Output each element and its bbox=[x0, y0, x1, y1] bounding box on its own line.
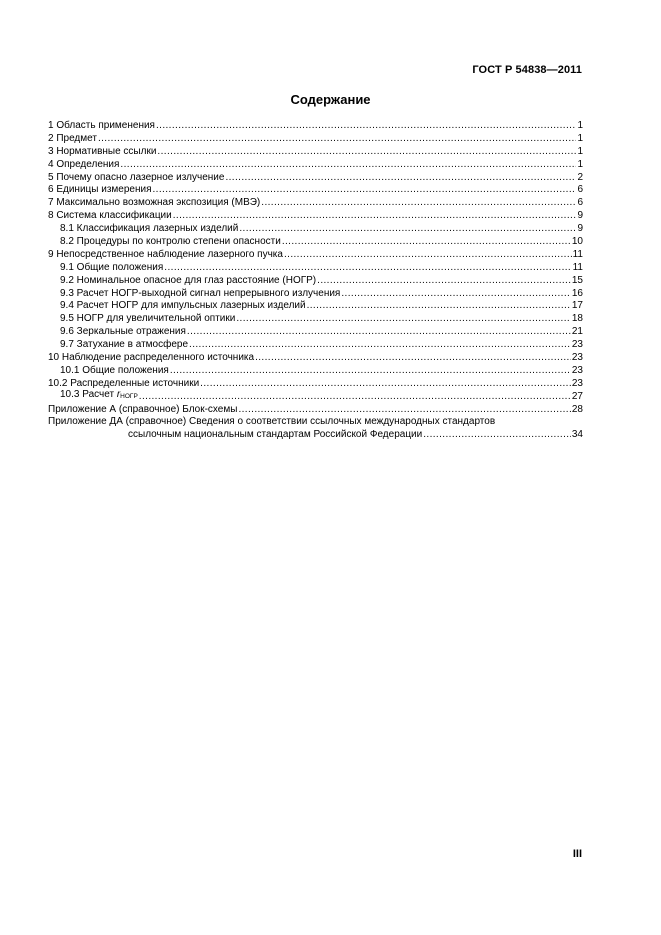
dot-leader bbox=[307, 300, 571, 313]
toc-entry-label: 9.3 Расчет НОГР-выходной сигнал непрерывного излучения bbox=[60, 287, 341, 299]
toc-page-number: 6 bbox=[577, 184, 583, 196]
toc-page-number: 17 bbox=[571, 300, 583, 312]
toc-entry-6[interactable] bbox=[48, 184, 583, 197]
toc-page-number: 1 bbox=[577, 132, 583, 144]
dot-leader bbox=[261, 197, 576, 210]
toc-entry-label: 6 Единицы измерения bbox=[48, 184, 152, 196]
toc-page-number: 2 bbox=[577, 171, 583, 183]
toc-entry-9-4[interactable] bbox=[48, 300, 583, 313]
dot-leader bbox=[236, 313, 571, 326]
document-code: ГОСТ Р 54838—2011 bbox=[472, 64, 582, 76]
toc-page-number: 34 bbox=[571, 429, 583, 441]
toc-entry-5[interactable] bbox=[48, 172, 583, 185]
dot-leader bbox=[173, 210, 577, 223]
toc-entry-label: 8.2 Процедуры по контролю степени опасности bbox=[60, 236, 281, 247]
dot-leader bbox=[156, 120, 576, 133]
toc-page-number: 23 bbox=[571, 377, 583, 389]
toc-entry-label: 2 Предмет bbox=[48, 132, 97, 144]
toc-entry-label: 1 Область применения bbox=[48, 119, 155, 131]
toc-page-number: 1 bbox=[577, 158, 583, 170]
toc-page-number: 18 bbox=[571, 313, 583, 325]
toc-entry-label: 3 Нормативные ссылки bbox=[48, 145, 157, 157]
toc-page-number: 27 bbox=[571, 390, 583, 402]
dot-leader bbox=[187, 326, 571, 339]
toc-entry-label: 7 Максимально возможная экспозиция (МВЭ) bbox=[48, 197, 261, 209]
dot-leader bbox=[139, 391, 571, 404]
toc-page-number: 23 bbox=[571, 364, 583, 376]
toc-entry-9-1[interactable] bbox=[48, 262, 583, 275]
variable-r: r bbox=[116, 388, 121, 400]
toc-entry-label: 10.3 Расчет $r_{НОГР}$ bbox=[60, 388, 138, 400]
dot-leader bbox=[239, 223, 576, 236]
page-number: III bbox=[572, 848, 582, 860]
toc-entry-8-2[interactable] bbox=[48, 236, 583, 249]
toc-page-number: 23 bbox=[571, 339, 583, 351]
toc-entry-9-6[interactable] bbox=[48, 326, 583, 339]
toc-entry-9-3[interactable] bbox=[48, 288, 583, 301]
toc-entry-10-3[interactable] bbox=[48, 388, 583, 404]
page-title: Содержание bbox=[290, 92, 371, 107]
toc-entry-label: 9.2 Номинальное опасное для глаз расстояние (НОГР) bbox=[60, 274, 317, 286]
toc-page-number: 21 bbox=[571, 326, 583, 338]
toc-entry-10[interactable] bbox=[48, 352, 583, 365]
toc-entry-label: 8 Система классификации bbox=[48, 210, 172, 222]
toc-entry-label: 9.5 НОГР для увеличительной оптики bbox=[60, 313, 236, 325]
toc-entry-label: 10.1 Общие положения bbox=[60, 364, 169, 376]
toc-page-number: 1 bbox=[577, 145, 583, 157]
toc-entry-9-2[interactable] bbox=[48, 275, 583, 288]
table-of-contents bbox=[48, 120, 583, 442]
toc-entry-label: Приложение А (справочное) Блок-схемы bbox=[48, 403, 238, 415]
dot-leader bbox=[200, 378, 571, 391]
toc-entry-10-1[interactable] bbox=[48, 365, 583, 378]
toc-entry-8-1[interactable] bbox=[48, 223, 583, 236]
toc-entry-appendix-da[interactable] bbox=[48, 416, 583, 442]
dot-leader bbox=[225, 172, 576, 185]
dot-leader bbox=[341, 288, 571, 301]
toc-page-number: 6 bbox=[577, 197, 583, 209]
dot-leader bbox=[238, 404, 570, 417]
toc-page-number: 9 bbox=[577, 223, 583, 235]
toc-page-number: 10 bbox=[571, 236, 583, 247]
toc-entry-9-7[interactable] bbox=[48, 339, 583, 352]
dot-leader bbox=[317, 275, 571, 288]
toc-page-number: 11 bbox=[572, 248, 583, 260]
toc-entry-label: 9.1 Общие положения bbox=[60, 261, 164, 273]
toc-page-number: 15 bbox=[571, 274, 583, 286]
dot-leader bbox=[189, 339, 571, 352]
toc-page-number: 11 bbox=[572, 261, 583, 273]
toc-entry-4[interactable] bbox=[48, 159, 583, 172]
dot-leader bbox=[120, 159, 576, 172]
toc-entry-label: 9.7 Затухание в атмосфере bbox=[60, 339, 189, 351]
dot-leader bbox=[282, 236, 571, 249]
dot-leader bbox=[153, 184, 577, 197]
toc-entry-9-5[interactable] bbox=[48, 313, 583, 326]
dot-leader bbox=[284, 249, 572, 262]
toc-entry-label: 10 Наблюдение распределенного источника bbox=[48, 352, 255, 364]
toc-entry-label: 9 Непосредственное наблюдение лазерного пучка bbox=[48, 248, 283, 260]
toc-entry-label-line-1: Приложение ДА (справочное) Сведения о соответствии ссылочных международных стандартов bbox=[48, 416, 496, 428]
toc-page-number: 9 bbox=[577, 210, 583, 222]
toc-page-number: 1 bbox=[577, 119, 583, 131]
dot-leader bbox=[164, 262, 571, 275]
subscript-nogr: НОГР bbox=[120, 392, 138, 400]
toc-entry-label: 10.2 Распределенные источники bbox=[48, 377, 200, 389]
toc-page-number: 28 bbox=[571, 403, 583, 415]
toc-entry-7[interactable] bbox=[48, 197, 583, 210]
toc-entry-label: 5 Почему опасно лазерное излучение bbox=[48, 171, 225, 183]
toc-entry-label: 9.4 Расчет НОГР для импульсных лазерных изделий bbox=[60, 300, 306, 312]
toc-entry-label-line-2: ссылочным национальным стандартам Российской Федерации bbox=[128, 429, 423, 441]
dot-leader bbox=[98, 133, 576, 146]
toc-entry-9[interactable] bbox=[48, 249, 583, 262]
toc-entry-1[interactable] bbox=[48, 120, 583, 133]
toc-entry-3[interactable] bbox=[48, 146, 583, 159]
dot-leader bbox=[157, 146, 576, 159]
toc-entry-label: 9.6 Зеркальные отражения bbox=[60, 326, 186, 338]
toc-entry-8[interactable] bbox=[48, 210, 583, 223]
dot-leader bbox=[170, 365, 571, 378]
toc-page-number: 23 bbox=[571, 352, 583, 364]
toc-entry-label: 8.1 Классификация лазерных изделий bbox=[60, 223, 239, 235]
toc-entry-2[interactable] bbox=[48, 133, 583, 146]
toc-page-number: 16 bbox=[571, 287, 583, 299]
dot-leader bbox=[255, 352, 571, 365]
dot-leader bbox=[423, 429, 571, 442]
toc-entry-label: 4 Определения bbox=[48, 158, 120, 170]
toc-entry-appendix-a[interactable] bbox=[48, 404, 583, 417]
